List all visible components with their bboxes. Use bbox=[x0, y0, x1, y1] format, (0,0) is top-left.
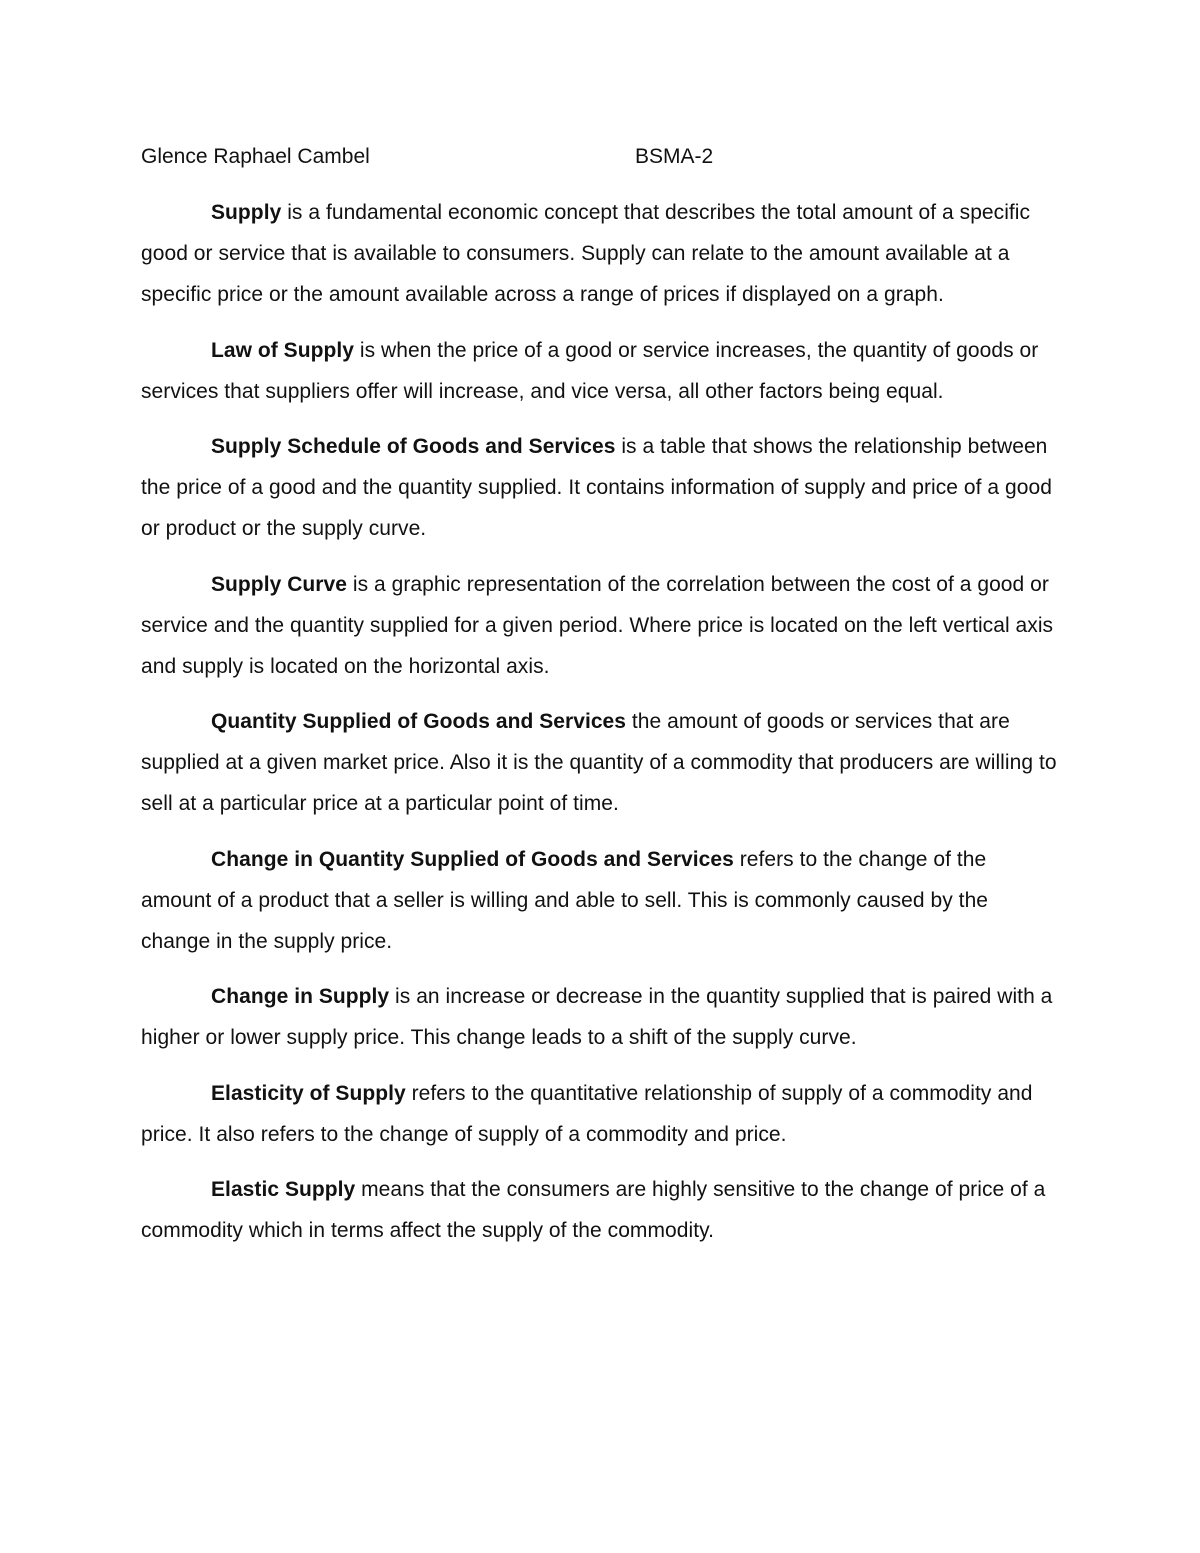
definition-text: refers to the change of the amount of a product that a seller is willing and able to sell. This is commonly caused by the change in the supply price. bbox=[141, 847, 989, 953]
definition-text: is a graphic representation of the correlation between the cost of a good or service and the quantity supplied for a given period. Where price is located on the left vertical axis and supply is located on the horizontal axis. bbox=[141, 572, 1054, 678]
definition-text: is a table that shows the relationship between the price of a good and the quantity supplied. It contains information of supply and price of a good or product or the supply curve. bbox=[141, 435, 1052, 540]
definition-text: the amount of goods or services that are supplied at a given market price. Also it is the quantity of a commodity that producers are willing to sell at a particular price at a particular point of time. bbox=[141, 710, 1057, 815]
definition-paragraph bbox=[141, 839, 1061, 962]
definition-paragraph bbox=[141, 564, 1061, 687]
definition-term: Change in Quantity Supplied of Goods and Services bbox=[211, 847, 734, 871]
student-section: BSMA-2 bbox=[635, 145, 714, 168]
definition-text: is a fundamental economic concept that describes the total amount of a specific good or service that is available to consumers. Supply can relate to the amount available at a specific price or the amount available across a range of prices if displayed on a graph. bbox=[141, 201, 1031, 306]
definition-paragraph bbox=[141, 976, 1061, 1058]
definition-paragraph bbox=[141, 1073, 1061, 1155]
document-body bbox=[141, 192, 1061, 1266]
document-header bbox=[141, 142, 1061, 172]
definition-term: Law of Supply bbox=[211, 338, 354, 362]
definition-text: is an increase or decrease in the quantity supplied that is paired with a higher or lower supply price. This change leads to a shift of the supply curve. bbox=[141, 985, 1053, 1049]
definition-text: means that the consumers are highly sensitive to the change of price of a commodity which in terms affect the supply of the commodity. bbox=[141, 1178, 1046, 1242]
definition-term: Change in Supply bbox=[211, 985, 390, 1008]
definition-paragraph bbox=[141, 701, 1061, 824]
definition-term: Supply Schedule of Goods and Services bbox=[211, 435, 616, 458]
definition-text: is when the price of a good or service increases, the quantity of goods or services that suppliers offer will increase, and vice versa, all other factors being equal. bbox=[141, 338, 1039, 403]
definition-term: Elasticity of Supply bbox=[211, 1081, 406, 1105]
definition-term: Elastic Supply bbox=[211, 1178, 356, 1201]
definition-term: Supply bbox=[211, 201, 282, 224]
student-name: Glence Raphael Cambel bbox=[141, 145, 370, 168]
definition-text: refers to the quantitative relationship of supply of a commodity and price. It also refers to the change of supply of a commodity and price. bbox=[141, 1081, 1033, 1146]
definition-paragraph bbox=[141, 330, 1061, 412]
definition-term: Quantity Supplied of Goods and Services bbox=[211, 710, 627, 733]
definition-paragraph bbox=[141, 426, 1061, 549]
definition-paragraph bbox=[141, 1169, 1061, 1251]
definition-term: Supply Curve bbox=[211, 572, 347, 596]
definition-paragraph bbox=[141, 192, 1061, 315]
